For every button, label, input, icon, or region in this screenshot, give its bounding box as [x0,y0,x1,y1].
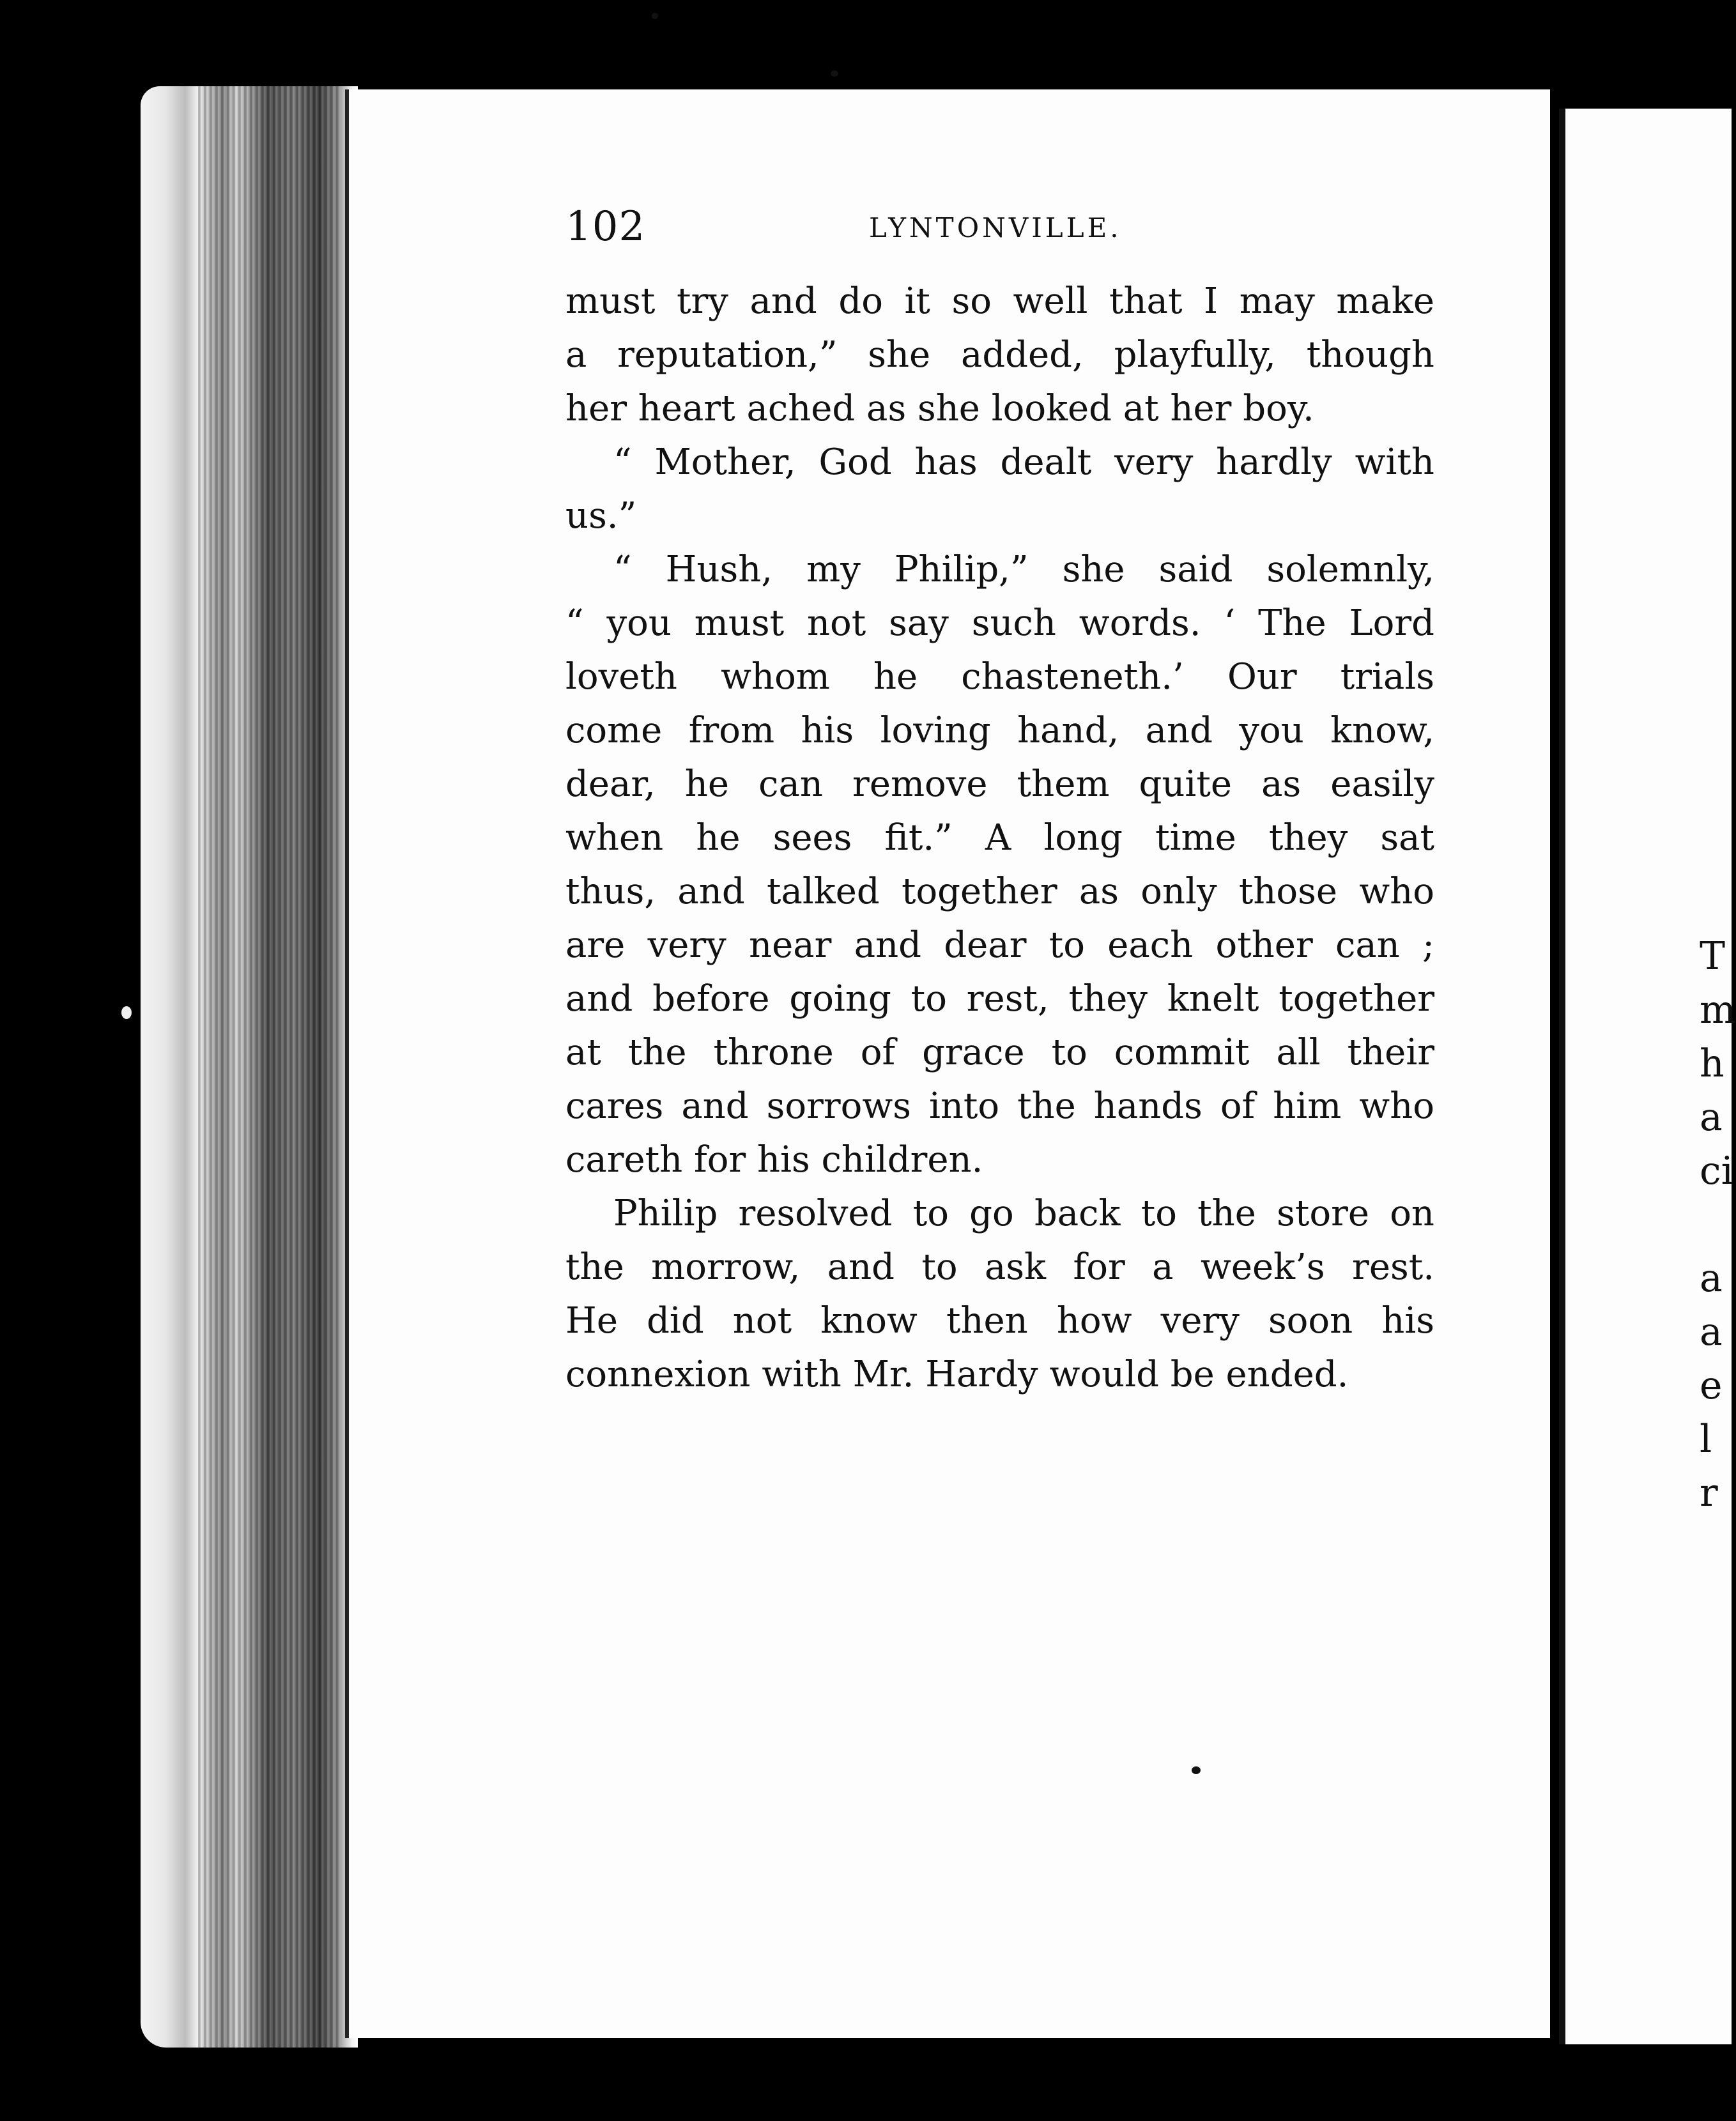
facing-page-fragment: ci [1700,1149,1733,1193]
body-text [565,275,1434,1402]
facing-page-fragment: h [1700,1041,1724,1086]
text-line: when he sees fit.” A long time they sat [565,817,1434,859]
ink-speck [1192,1766,1201,1774]
text-line: careth for his children. [565,1139,983,1181]
text-line: connexion with Mr. Hardy would be ended. [565,1354,1349,1395]
text-line: must try and do it so well that I may make [565,280,1434,322]
ink-speck [121,1006,132,1019]
facing-page-fragment: a [1700,1095,1723,1140]
text-line: her heart ached as she looked at her boy. [565,388,1314,429]
running-title: LYNTONVILLE. [869,212,1122,243]
text-line: cares and sorrows into the hands of him who [565,1085,1434,1127]
text-line: come from his loving hand, and you know, [565,710,1434,751]
facing-page-fragment: e [1700,1363,1723,1408]
text-line: “ Hush, my Philip,” she said solemnly, [613,549,1434,590]
facing-page-fragment: a [1700,1310,1723,1354]
text-line: are very near and dear to each other can ; [565,924,1434,966]
text-line: a reputation,” she added, playfully, though [565,334,1434,376]
page-header [565,203,1434,254]
facing-page-fragment: l [1700,1417,1712,1462]
text-line: at the throne of grace to commit all their [565,1032,1434,1073]
text-line: “ you must not say such words. ‘ The Lord [565,602,1434,644]
ink-speck [831,70,838,77]
facing-page-fragment [1700,1198,1725,1252]
text-line: He did not know then how very soon his [565,1300,1434,1342]
facing-page-fragment: a [1700,1256,1723,1301]
text-line: thus, and talked together as only those who [565,871,1434,912]
text-line: the morrow, and to ask for a week’s rest. [565,1246,1434,1288]
facing-page-fragment: r [1700,1471,1718,1515]
page-edges [141,86,358,2048]
ink-speck [652,13,658,19]
facing-page-fragment: T [1700,934,1726,979]
text-line: us.” [565,495,637,537]
text-line: loveth whom he chasteneth.’ Our trials [565,656,1434,698]
text-line: Philip resolved to go back to the store on [613,1193,1434,1234]
text-line: dear, he can remove them quite as easily [565,763,1434,805]
text-line: “ Mother, God has dealt very hardly with [613,441,1434,483]
facing-page-fragment: m [1700,988,1736,1032]
page-number: 102 [565,203,646,250]
facing-page-text-fragments [1700,930,1736,1520]
text-line: and before going to rest, they knelt together [565,978,1434,1020]
